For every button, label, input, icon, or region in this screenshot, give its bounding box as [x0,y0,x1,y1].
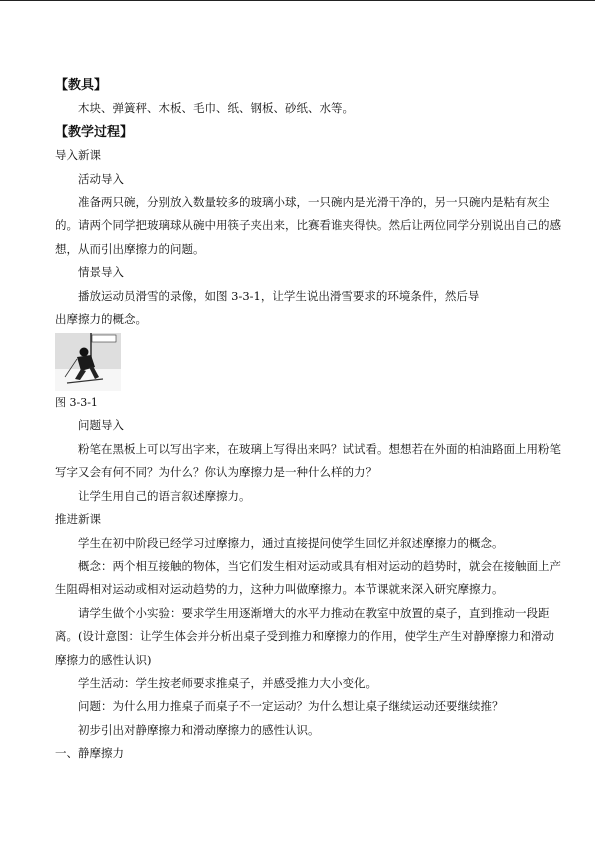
scene-text-1: 播放运动员滑雪的录像，如图 3-3-1，让学生说出滑雪要求的环境条件，然后导 [78,288,480,303]
scene-title: 情景导入 [78,265,124,280]
header-teaching-process: 【教学过程】 [55,124,134,140]
figure-caption: 图 3-3-1 [55,396,98,410]
document-page [55,74,563,766]
advance-heading: 推进新课 [55,512,101,527]
intro-heading: 导入新课 [55,148,101,163]
activity-text: 准备两只碗，分别放入数量较多的玻璃小球，一只碗内是光滑干净的，另一只碗内是粘有灰尘的。请两个同学把玻璃球从碗中用筷子夹出来，比赛看谁夹得快。然后让两位同学分别说出自己的感想，从而引出摩擦力的问题。 [55,195,561,256]
experiment-text: 请学生做个小实验：要求学生用逐渐增大的水平力推动在教室中放置的桌子，直到推动一段距离。(设计意图：让学生体会并分析出桌子受到推力和摩擦力的作用，使学生产生对静摩擦力和滑动摩擦力的感性认识) [55,605,554,667]
question-text: 粉笔在黑板上可以写出字来，在玻璃上写得出来吗？试试看。想想若在外面的柏油路面上用粉笔写字又会有何不同？为什么？你认为摩擦力是一种什么样的力？ [55,441,561,480]
skier-photo [55,333,121,391]
activity-title: 活动导入 [78,171,124,186]
tools-list: 木块、弹簧秤、木板、毛巾、纸、钢板、砂纸、水等。 [78,101,354,116]
scene-text-2: 出摩擦力的概念。 [55,312,147,327]
preliminary-text: 初步引出对静摩擦力和滑动摩擦力的感性认识。 [78,722,320,737]
top-border-line [0,0,595,1]
concept-text: 概念：两个相互接触的物体，当它们发生相对运动或具有相对运动的趋势时，就会在接触面上产生阻碍相对运动或相对运动趋势的力，这种力叫做摩擦力。本节课就来深入研究摩擦力。 [55,558,561,597]
section-one-heading: 一、静摩擦力 [55,746,124,761]
question-text-2: 让学生用自己的语言叙述摩擦力。 [78,488,251,503]
student-activity: 学生活动：学生按老师要求推桌子，并感受推力大小变化。 [78,675,377,690]
skier-image [55,333,121,391]
question-title: 问题导入 [78,418,124,433]
advance-text: 学生在初中阶段已经学习过摩擦力，通过直接提问使学生回忆并叙述摩擦力的概念。 [78,535,504,550]
problem-text: 问题：为什么用力推桌子而桌子不一定运动？为什么想让桌子继续运动还要继续推？ [78,699,504,714]
header-teaching-tools: 【教具】 [55,78,108,93]
